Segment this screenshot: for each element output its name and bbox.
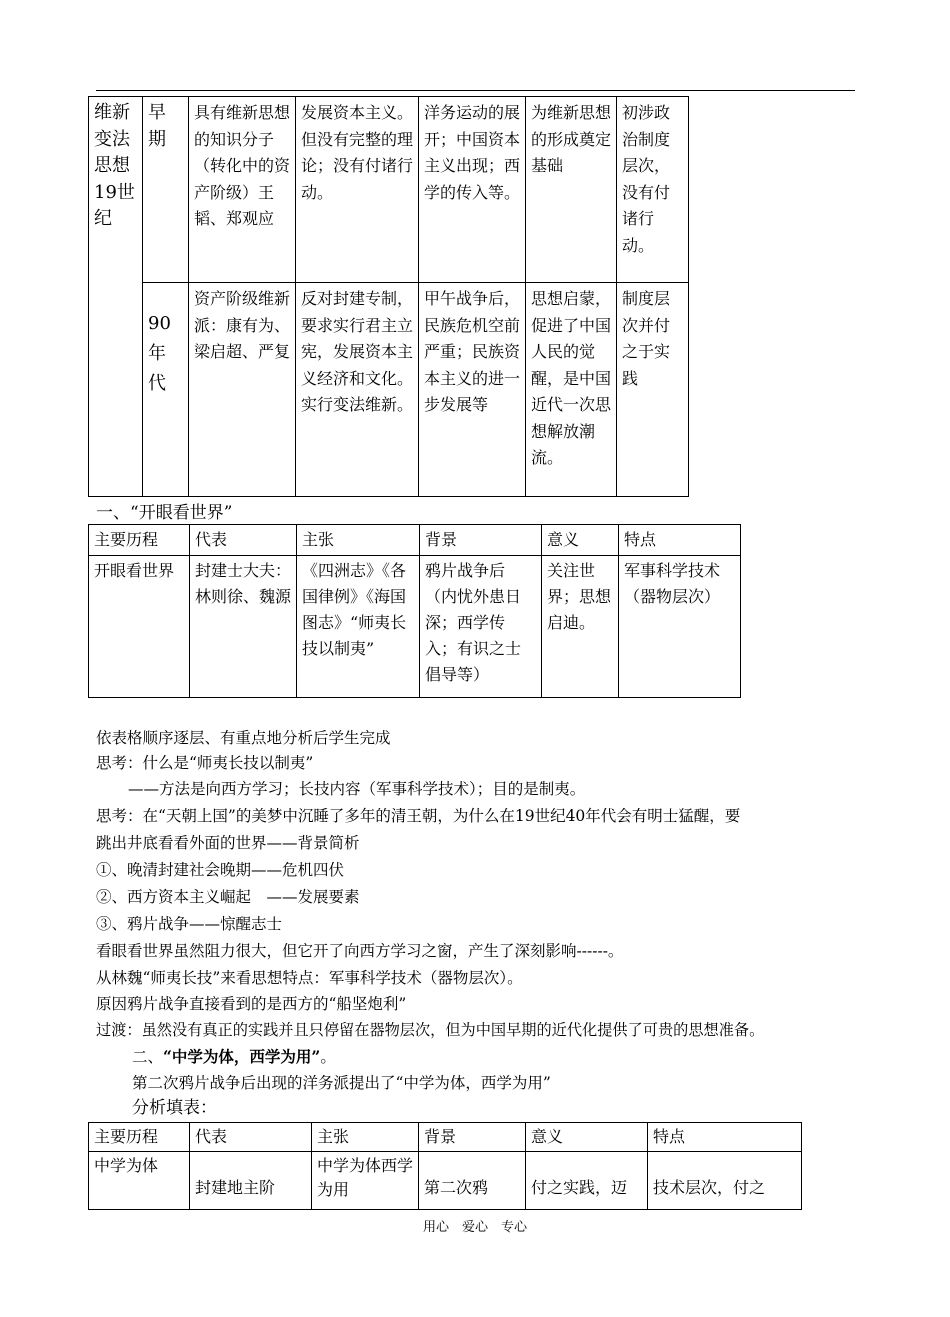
table-cell: 《四洲志》《各国律例》《海国图志》“师夷长技以制夷” — [297, 556, 420, 698]
table-row — [89, 283, 689, 497]
header-cell: 主要历程 — [89, 1123, 190, 1152]
header-cell: 主张 — [312, 1123, 419, 1152]
background-cell: 洋务运动的展开；中国资本主义出现；西学的传入等。 — [419, 97, 526, 283]
table-cell: 封建地主阶 — [190, 1152, 312, 1210]
body-line: 跳出井底看看外面的世界——背景简析 — [96, 834, 360, 852]
header-cell: 特点 — [648, 1123, 802, 1152]
section2-suffix: 。 — [320, 1048, 336, 1066]
body-line: 思考：什么是“师夷长技以制夷” — [96, 754, 314, 772]
table-cell: 付之实践，迈 — [526, 1152, 648, 1210]
proposition-cell: 反对封建专制，要求实行君主立宪，发展资本主义经济和文化。实行变法维新。 — [296, 283, 419, 497]
feature-cell: 制度层次并付之于实践 — [617, 283, 689, 497]
representative-cell: 资产阶级维新派：康有为、梁启超、严复 — [189, 283, 296, 497]
body-line: 看眼看世界虽然阻力很大，但它开了向西方学习之窗，产生了深刻影响------。 — [96, 942, 624, 960]
table-cell: 第二次鸦 — [419, 1152, 526, 1210]
table-cell: 中学为体 — [89, 1152, 190, 1210]
open-eyes-table — [88, 524, 741, 698]
header-cell: 意义 — [542, 525, 619, 556]
section2-title: “中学为体，西学为用” — [163, 1047, 321, 1066]
representative-cell: 具有维新思想的知识分子（转化中的资产阶级）王韬、郑观应 — [189, 97, 296, 283]
header-cell: 意义 — [526, 1123, 648, 1152]
header-cell: 代表 — [190, 525, 297, 556]
table-cell: 中学为体西学为用 — [312, 1152, 419, 1210]
significance-cell: 思想启蒙，促进了中国人民的觉醒，是中国近代一次思想解放潮流。 — [526, 283, 617, 497]
table-row — [89, 1152, 802, 1210]
table-header-row — [89, 525, 741, 556]
reform-thought-table — [88, 96, 689, 497]
significance-cell: 为维新思想的形成奠定基础 — [526, 97, 617, 283]
body-line: 思考：在“天朝上国”的美梦中沉睡了多年的清王朝，为什么在19世纪40年代会有明士猛醒，要 — [96, 807, 741, 825]
body-line: ①、晚清封建社会晚期——危机四伏 — [96, 861, 345, 879]
table-row — [89, 97, 689, 283]
body-line: 过渡：虽然没有真正的实践并且只停留在器物层次，但为中国早期的近代化提供了可贵的思想准备。 — [96, 1021, 765, 1039]
header-cell: 背景 — [419, 1123, 526, 1152]
table-cell: 军事科学技术（器物层次） — [619, 556, 741, 698]
table-header-row — [89, 1123, 802, 1152]
fill-table-label: 分析填表： — [132, 1098, 217, 1118]
table-cell: 技术层次，付之 — [648, 1152, 802, 1210]
table-cell: 封建士大夫：林则徐、魏源 — [190, 556, 297, 698]
header-cell: 背景 — [420, 525, 542, 556]
header-cell: 代表 — [190, 1123, 312, 1152]
background-cell: 甲午战争后，民族危机空前严重；民族资本主义的进一步发展等 — [419, 283, 526, 497]
section2-heading — [132, 1046, 336, 1068]
header-cell: 主要历程 — [89, 525, 190, 556]
period-cell: 早期 — [143, 97, 189, 283]
body-line: 依表格顺序逐层、有重点地分析后学生完成 — [96, 729, 391, 747]
table-row — [89, 556, 741, 698]
period-cell: 90年代 — [143, 283, 189, 497]
section1-title: 一、“开眼看世界” — [96, 503, 233, 523]
body-line: ②、西方资本主义崛起 ——发展要素 — [96, 888, 360, 906]
body-line: ③、鸦片战争——惊醒志士 — [96, 915, 283, 933]
page-footer: 用心 爱心 专心 — [422, 1220, 527, 1235]
header-rule — [96, 90, 855, 91]
proposition-cell: 发展资本主义。但没有完整的理论；没有付诸行动。 — [296, 97, 419, 283]
feature-cell: 初涉政治制度层次，没有付诸行动。 — [617, 97, 689, 283]
header-cell: 特点 — [619, 525, 741, 556]
table-cell: 开眼看世界 — [89, 556, 190, 698]
table-cell: 关注世界；思想启迪。 — [542, 556, 619, 698]
category-cell: 维新变法思想19世纪 — [89, 97, 143, 497]
middle-learning-table — [88, 1122, 802, 1210]
section2-prefix: 二、 — [132, 1048, 164, 1066]
body-line: 从林魏“师夷长技”来看思想特点：军事科学技术（器物层次）。 — [96, 969, 523, 987]
body-line: 原因鸦片战争直接看到的是西方的“船坚炮利” — [96, 995, 407, 1013]
section2-text: 第二次鸦片战争后出现的洋务派提出了“中学为体，西学为用” — [132, 1074, 551, 1092]
header-cell: 主张 — [297, 525, 420, 556]
table-cell: 鸦片战争后（内忧外患日深；西学传入；有识之士倡导等） — [420, 556, 542, 698]
body-line: ——方法是向西方学习；长技内容（军事科学技术）；目的是制夷。 — [128, 780, 586, 798]
